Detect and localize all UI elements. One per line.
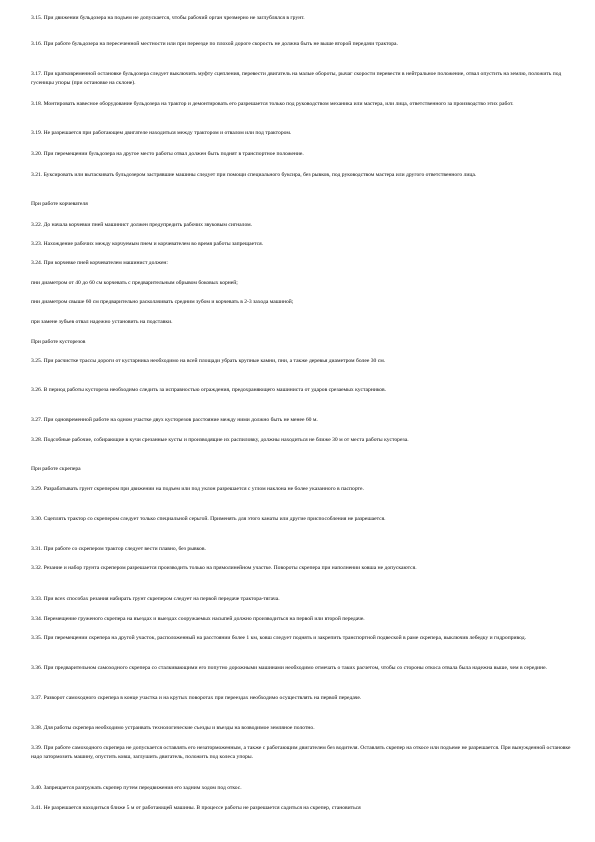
paragraph-3-38: 3.38. Для работы скрепера необходимо устраивать технологические съезды и въезды на возводимое земляное полотно.	[31, 725, 315, 731]
paragraph-3-40: 3.40. Запрещается разгружать скрепер путем передвижения его задним ходом под откос.	[31, 785, 242, 791]
paragraph-3-37: 3.37. Разворот самоходного скрепера в конце участка и на крутых поворотах при переездах необходимо осуществлять на первой передаче.	[31, 695, 362, 701]
paragraph-3-21: 3.21. Буксировать или вытаскивать бульдозером застрявшие машины следует при помощи специального буксира, без рывков, под руководством мастера или другого ответственного лица.	[31, 172, 477, 178]
paragraph-3-26: 3.26. В период работы кустореза необходимо следить за исправностью ограждения, предохраняющего машиниста от ударов срезаемых кустарников.	[31, 387, 387, 393]
list-item-stumps-over-60: пни диаметром свыше 60 см предварительно расколачивать средним зубом и корчевать в 2-3 захода машиной;	[31, 299, 294, 305]
section-heading-scraper: При работе скрепера	[31, 466, 81, 472]
paragraph-3-16: 3.16. При работе бульдозера на пересеченной местности или при переезде по плохой дороге скорость не должна быть не выше второй передачи трактора.	[31, 41, 398, 47]
paragraph-3-27: 3.27. При одновременной работе на одном участке двух кусторезов расстояние между ними должно быть не менее 60 м.	[31, 417, 318, 423]
paragraph-3-17: 3.17. При кратковременной остановке бульдозера следует выключить муфту сцепления, перевести двигатель на малые обороты, рычаг скорости перевести в нейтральное положение, отвал опустить на землю, положить под гусеницы упоры (при остановке на склоне).	[31, 71, 562, 86]
paragraph-3-15: 3.15. При движении бульдозера на подъем не допускается, чтобы рабочий орган чрезмерно не заглублялся в грунт.	[31, 15, 305, 21]
paragraph-3-24: 3.24. При корчевке пней корчевателем машинист должен:	[31, 260, 168, 266]
paragraph-3-31: 3.31. При работе со скрепером трактор следует вести плавно, без рывков.	[31, 546, 206, 552]
list-item-teeth-replacement: при замене зубьев отвал надежно установить на подставки.	[31, 319, 173, 325]
paragraph-3-28: 3.28. Подсобные рабочие, собирающие в кучи срезанные кусты и производящие их распиловку, должны находиться не ближе 30 м от места работы кустореза.	[31, 437, 409, 443]
paragraph-3-32: 3.32. Резание и набор грунта скрепером разрешается производить только на прямолинейном участке. Повороты скрепера при наполнении ковша не допускаются.	[31, 565, 417, 571]
paragraph-3-22: 3.22. До начала корчевки пней машинист должен предупредить рабочих звуковым сигналом.	[31, 222, 253, 228]
paragraph-3-33: 3.33. При всех способах резания набирать грунт скрепером следует на первой передаче трактора-тягача.	[31, 596, 280, 602]
paragraph-3-30: 3.30. Сцеплять трактор со скрепером следует только специальной серьгой. Применять для этого канаты или другие приспособления не разрешается.	[31, 516, 386, 522]
paragraph-3-29: 3.29. Разрабатывать грунт скрепером при движении на подъем или под уклон разрешается с углом наклона не более указанного в паспорте.	[31, 486, 364, 492]
section-heading-uprooter: При работе корчевателя	[31, 201, 88, 207]
paragraph-3-35: 3.35. При перемещении скрепера на другой участок, расположенный на расстоянии более 1 км, ковш следует поднять и закрепить транспортной подвеской в раме скрепера, выключив лебедку и гидропривод.	[31, 635, 526, 641]
paragraph-3-18: 3.18. Монтировать навесное оборудование бульдозера на трактор и демонтировать его разрешается только под руководством механика или мастера, или лица, ответственного за производство этих работ.	[31, 101, 514, 107]
paragraph-3-36: 3.36. При предварительном самоходного скрепера со сталкивающими его попутно дорожными машинами необходимо отмечать о таких расчетом, чтобы со стороны откоса отвала была надежна выше, чем в середине.	[31, 665, 547, 671]
paragraph-3-23: 3.23. Нахождение рабочих между корчуемым пнем и корчевателем во время работы запрещается.	[31, 241, 264, 247]
paragraph-3-25: 3.25. При расчистке трассы дороги от кустарника необходимо на всей площади убрать крупные камни, пни, а также деревья диаметром более 30 см.	[31, 358, 386, 364]
paragraph-3-34: 3.34. Перемещение груженого скрепера на въездах и выездах сооружаемых насыпей должно производиться на первой или второй передаче.	[31, 616, 365, 622]
list-item-stumps-40-60: пни диаметром от 40 до 60 см корчевать с предварительным обрывом боковых корней;	[31, 280, 238, 286]
paragraph-3-19: 3.19. Не разрешается при работающем двигателе находиться между трактором и отвалом или под трактором.	[31, 130, 292, 136]
paragraph-3-41: 3.41. Не разрешается находиться ближе 5 м от работающей машины. В процессе работы не разрешается садиться на скрепер, становиться	[31, 805, 361, 811]
paragraph-3-39: 3.39. При работе самоходного скрепера не допускается оставлять его незаторможенным, а также с работающим двигателем без водителя. Оставлять скрепер на откосе или подъеме не разрешается. При вынужденной остановке надо затормозить машину, опустить ковш, заглушить двигатель, положить под колеса упоры.	[31, 745, 571, 760]
section-heading-brush-cutter: При работе кусторезов	[31, 339, 86, 345]
paragraph-3-20: 3.20. При перемещении бульдозера на другое место работы отвал должен быть поднят в транспортное положение.	[31, 151, 304, 157]
